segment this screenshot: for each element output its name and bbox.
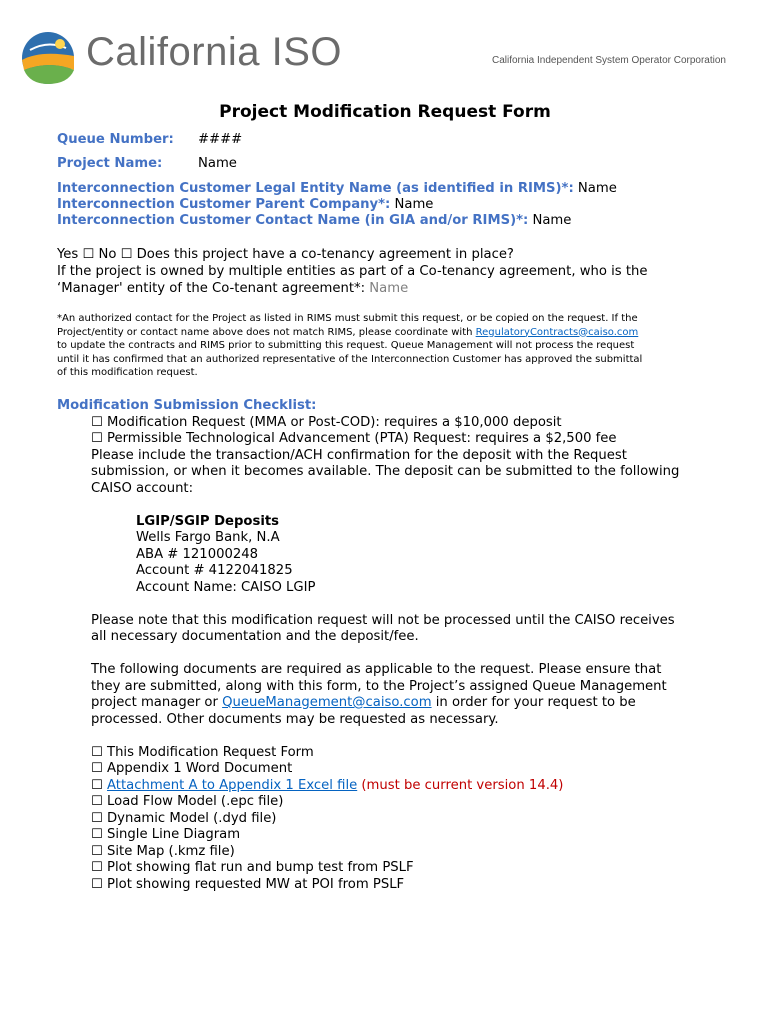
doc-item-modification-form[interactable]: ☐ This Modification Request Form (91, 745, 314, 760)
manager-question-line2: ‘Manager' entity of the Co-tenant agreement*: (57, 281, 366, 296)
doc-item-dynamic-model[interactable]: ☐ Dynamic Model (.dyd file) (91, 811, 277, 826)
authorized-contact-note (57, 312, 727, 380)
legal-entity-value[interactable]: Name (573, 181, 617, 196)
docs-intro: project manager or QueueManagement@caiso.com in order for your request to be (91, 695, 636, 710)
note-line: Project/entity or contact name above does not match RIMS, please coordinate with RegulatoryContracts@caiso.com (57, 326, 639, 338)
doc-item-site-map[interactable]: ☐ Site Map (.kmz file) (91, 844, 235, 859)
manager-value[interactable]: Name (369, 281, 409, 296)
legal-entity-row (57, 180, 617, 197)
doc-item-load-flow[interactable]: ☐ Load Flow Model (.epc file) (91, 794, 284, 809)
processing-notice: all necessary documentation and the deposit/fee. (91, 629, 419, 644)
parent-company-value[interactable]: Name (390, 197, 434, 212)
parent-company-label: Interconnection Customer Parent Company*: (57, 197, 391, 212)
project-name-value[interactable]: Name (198, 156, 237, 171)
checklist-item-mma[interactable]: ☐ Modification Request (MMA or Post-COD): requires a $10,000 deposit (91, 415, 562, 430)
processing-notice: Please note that this modification request will not be processed until the CAISO receives (91, 613, 675, 628)
note-line: *An authorized contact for the Project as listed in RIMS must submit this request, or be copied on the request. If the (57, 313, 638, 324)
note-line: until it has confirmed that an authorized representative of the Interconnection Customer has approved the submittal (57, 353, 643, 365)
bank-account: Account # 4122041825 (136, 563, 293, 578)
note-line: of this modification request. (57, 367, 198, 378)
attachment-a-link[interactable]: Attachment A to Appendix 1 Excel file (107, 778, 358, 793)
checklist-instruction: CAISO account: (91, 481, 194, 496)
contact-name-label: Interconnection Customer Contact Name (in GIA and/or RIMS)*: (57, 213, 529, 228)
note-line: to update the contracts and RIMS prior to submitting this request. Queue Management will not process the request (57, 340, 635, 351)
checklist-item-pta[interactable]: ☐ Permissible Technological Advancement (PTA) Request: requires a $2,500 fee (91, 431, 617, 446)
bank-aba: ABA # 121000248 (136, 547, 259, 562)
queue-number-label: Queue Number: (57, 132, 174, 147)
project-name-row (57, 155, 237, 172)
cotenancy-row (57, 246, 514, 263)
page-header (0, 0, 770, 95)
legal-entity-label: Interconnection Customer Legal Entity Name (as identified in RIMS)*: (57, 181, 574, 196)
bank-title: LGIP/SGIP Deposits (136, 514, 280, 529)
queue-number-row (57, 131, 243, 148)
parent-company-row (57, 196, 433, 213)
checklist-instruction: submission, or when it becomes available. The deposit can be submitted to the following (91, 464, 680, 479)
docs-intro: The following documents are required as applicable to the request. Please ensure that (91, 662, 662, 677)
doc-item-attachment-a[interactable]: ☐ Attachment A to Appendix 1 Excel file (must be current version 14.4) (91, 778, 564, 793)
docs-intro: they are submitted, along with this form, to the Project’s assigned Queue Management (91, 679, 667, 694)
doc-item-plot-flat-run[interactable]: ☐ Plot showing flat run and bump test from PSLF (91, 860, 414, 875)
docs-intro: processed. Other documents may be requested as necessary. (91, 712, 499, 727)
regulatory-contracts-email-link[interactable]: RegulatoryContracts@caiso.com (475, 326, 639, 338)
manager-question-line1: If the project is owned by multiple entities as part of a Co-tenancy agreement, who is the (57, 264, 648, 279)
corporation-name: California Independent System Operator Corporation (491, 55, 726, 66)
form-title: Project Modification Request Form (219, 102, 551, 122)
doc-item-appendix1-word[interactable]: ☐ Appendix 1 Word Document (91, 761, 293, 776)
checklist-heading: Modification Submission Checklist: (57, 398, 317, 413)
doc-item-single-line[interactable]: ☐ Single Line Diagram (91, 827, 241, 842)
queue-management-email-link[interactable]: QueueManagement@caiso.com (222, 695, 432, 710)
cotenancy-options[interactable]: Yes ☐ No ☐ (57, 247, 133, 262)
logo-text: California ISO (86, 30, 342, 74)
doc-item-plot-mw[interactable]: ☐ Plot showing requested MW at POI from PSLF (91, 877, 405, 892)
contact-name-row (57, 212, 571, 229)
bank-account-name: Account Name: CAISO LGIP (136, 580, 316, 595)
california-iso-logo-icon (20, 30, 76, 86)
version-note: (must be current version 14.4) (357, 778, 564, 793)
checklist-instruction: Please include the transaction/ACH confirmation for the deposit with the Request (91, 448, 627, 463)
cotenancy-question: Does this project have a co-tenancy agreement in place? (136, 247, 514, 262)
queue-number-value[interactable]: #### (198, 132, 243, 147)
project-name-label: Project Name: (57, 156, 163, 171)
manager-question-row (57, 280, 408, 297)
contact-name-value[interactable]: Name (528, 213, 572, 228)
bank-name: Wells Fargo Bank, N.A (136, 530, 280, 545)
